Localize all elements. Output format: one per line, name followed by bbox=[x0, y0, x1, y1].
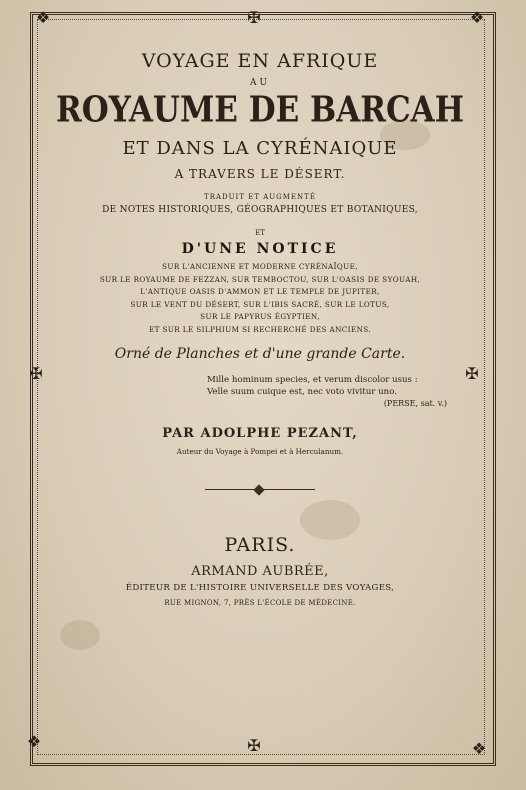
description-line: SUR LE ROYAUME DE FEZZAN, SUR TEMBOCTOU, SUR L'OASIS DE SYOUAH, bbox=[99, 274, 421, 284]
publisher-address: RUE MIGNON, 7, PRÈS L'ÉCOLE DE MÉDECINE. bbox=[164, 599, 356, 607]
imprint-city: PARIS. bbox=[224, 534, 296, 556]
side-ornament-icon: ✠ bbox=[465, 364, 479, 383]
description-line: SUR LE VENT DU DÉSERT, SUR L'IBIS SACRÉ, SUR LE LOTUS, bbox=[130, 299, 390, 309]
rule-diamond-icon bbox=[253, 484, 264, 495]
corner-ornament-icon: ❖ bbox=[469, 8, 485, 27]
side-ornament-icon: ✠ bbox=[247, 8, 261, 27]
author-line: PAR ADOLPHE PEZANT, bbox=[162, 426, 358, 441]
notice-description bbox=[45, 261, 475, 336]
description-line: SUR LE PAPYRUS ÉGYPTIEN, bbox=[200, 312, 320, 321]
notes-line: DE NOTES HISTORIQUES, GÉOGRAPHIQUES ET BOTANIQUES, bbox=[102, 205, 418, 215]
subtitle-cyrenaique: ET DANS LA CYRÉNAIQUE bbox=[122, 138, 398, 159]
publisher-name: ARMAND AUBRÉE, bbox=[191, 564, 329, 579]
side-ornament-icon: ✠ bbox=[247, 736, 261, 755]
title-content bbox=[45, 28, 475, 607]
description-line: L'ANTIQUE OASIS D'AMMON ET LE TEMPLE DE JUPITER, bbox=[140, 287, 380, 296]
et-line: ET bbox=[255, 229, 265, 237]
corner-ornament-icon: ❖ bbox=[471, 739, 487, 758]
description-line: SUR L'ANCIENNE ET MODERNE CYRÉNAÏQUE, bbox=[162, 262, 358, 271]
epigraph bbox=[207, 374, 467, 410]
description-line: ET SUR LE SILPHIUM SI RECHERCHÉ DES ANCIENS. bbox=[148, 324, 372, 334]
heading-voyage: VOYAGE EN AFRIQUE bbox=[141, 50, 379, 72]
epigraph-reference: (PERSE, sat. v.) bbox=[383, 399, 447, 408]
author-note: Auteur du Voyage à Pompei et à Herculanum. bbox=[176, 447, 344, 456]
epigraph-line-1: Mille hominum species, et verum discolor usus : bbox=[207, 375, 418, 385]
orne-line: Orné de Planches et d'une grande Carte. bbox=[114, 346, 406, 362]
corner-ornament-icon: ❖ bbox=[35, 8, 51, 27]
traduit-line: TRADUIT ET AUGMENTÉ bbox=[204, 193, 316, 201]
epigraph-line-2: Velle suum cuique est, nec voto vivitur uno. bbox=[207, 387, 397, 397]
main-title: ROYAUME DE BARCAH bbox=[55, 89, 465, 131]
heading-au: AU bbox=[249, 78, 271, 88]
side-ornament-icon: ✠ bbox=[29, 364, 43, 383]
decorative-rule bbox=[205, 486, 315, 494]
subtitle-desert: A TRAVERS LE DÉSERT. bbox=[174, 167, 346, 181]
publisher-note: ÉDITEUR DE L'HISTOIRE UNIVERSELLE DES VOYAGES, bbox=[125, 583, 395, 593]
notice-heading: D'UNE NOTICE bbox=[181, 241, 339, 257]
corner-ornament-icon: ❖ bbox=[26, 732, 42, 751]
